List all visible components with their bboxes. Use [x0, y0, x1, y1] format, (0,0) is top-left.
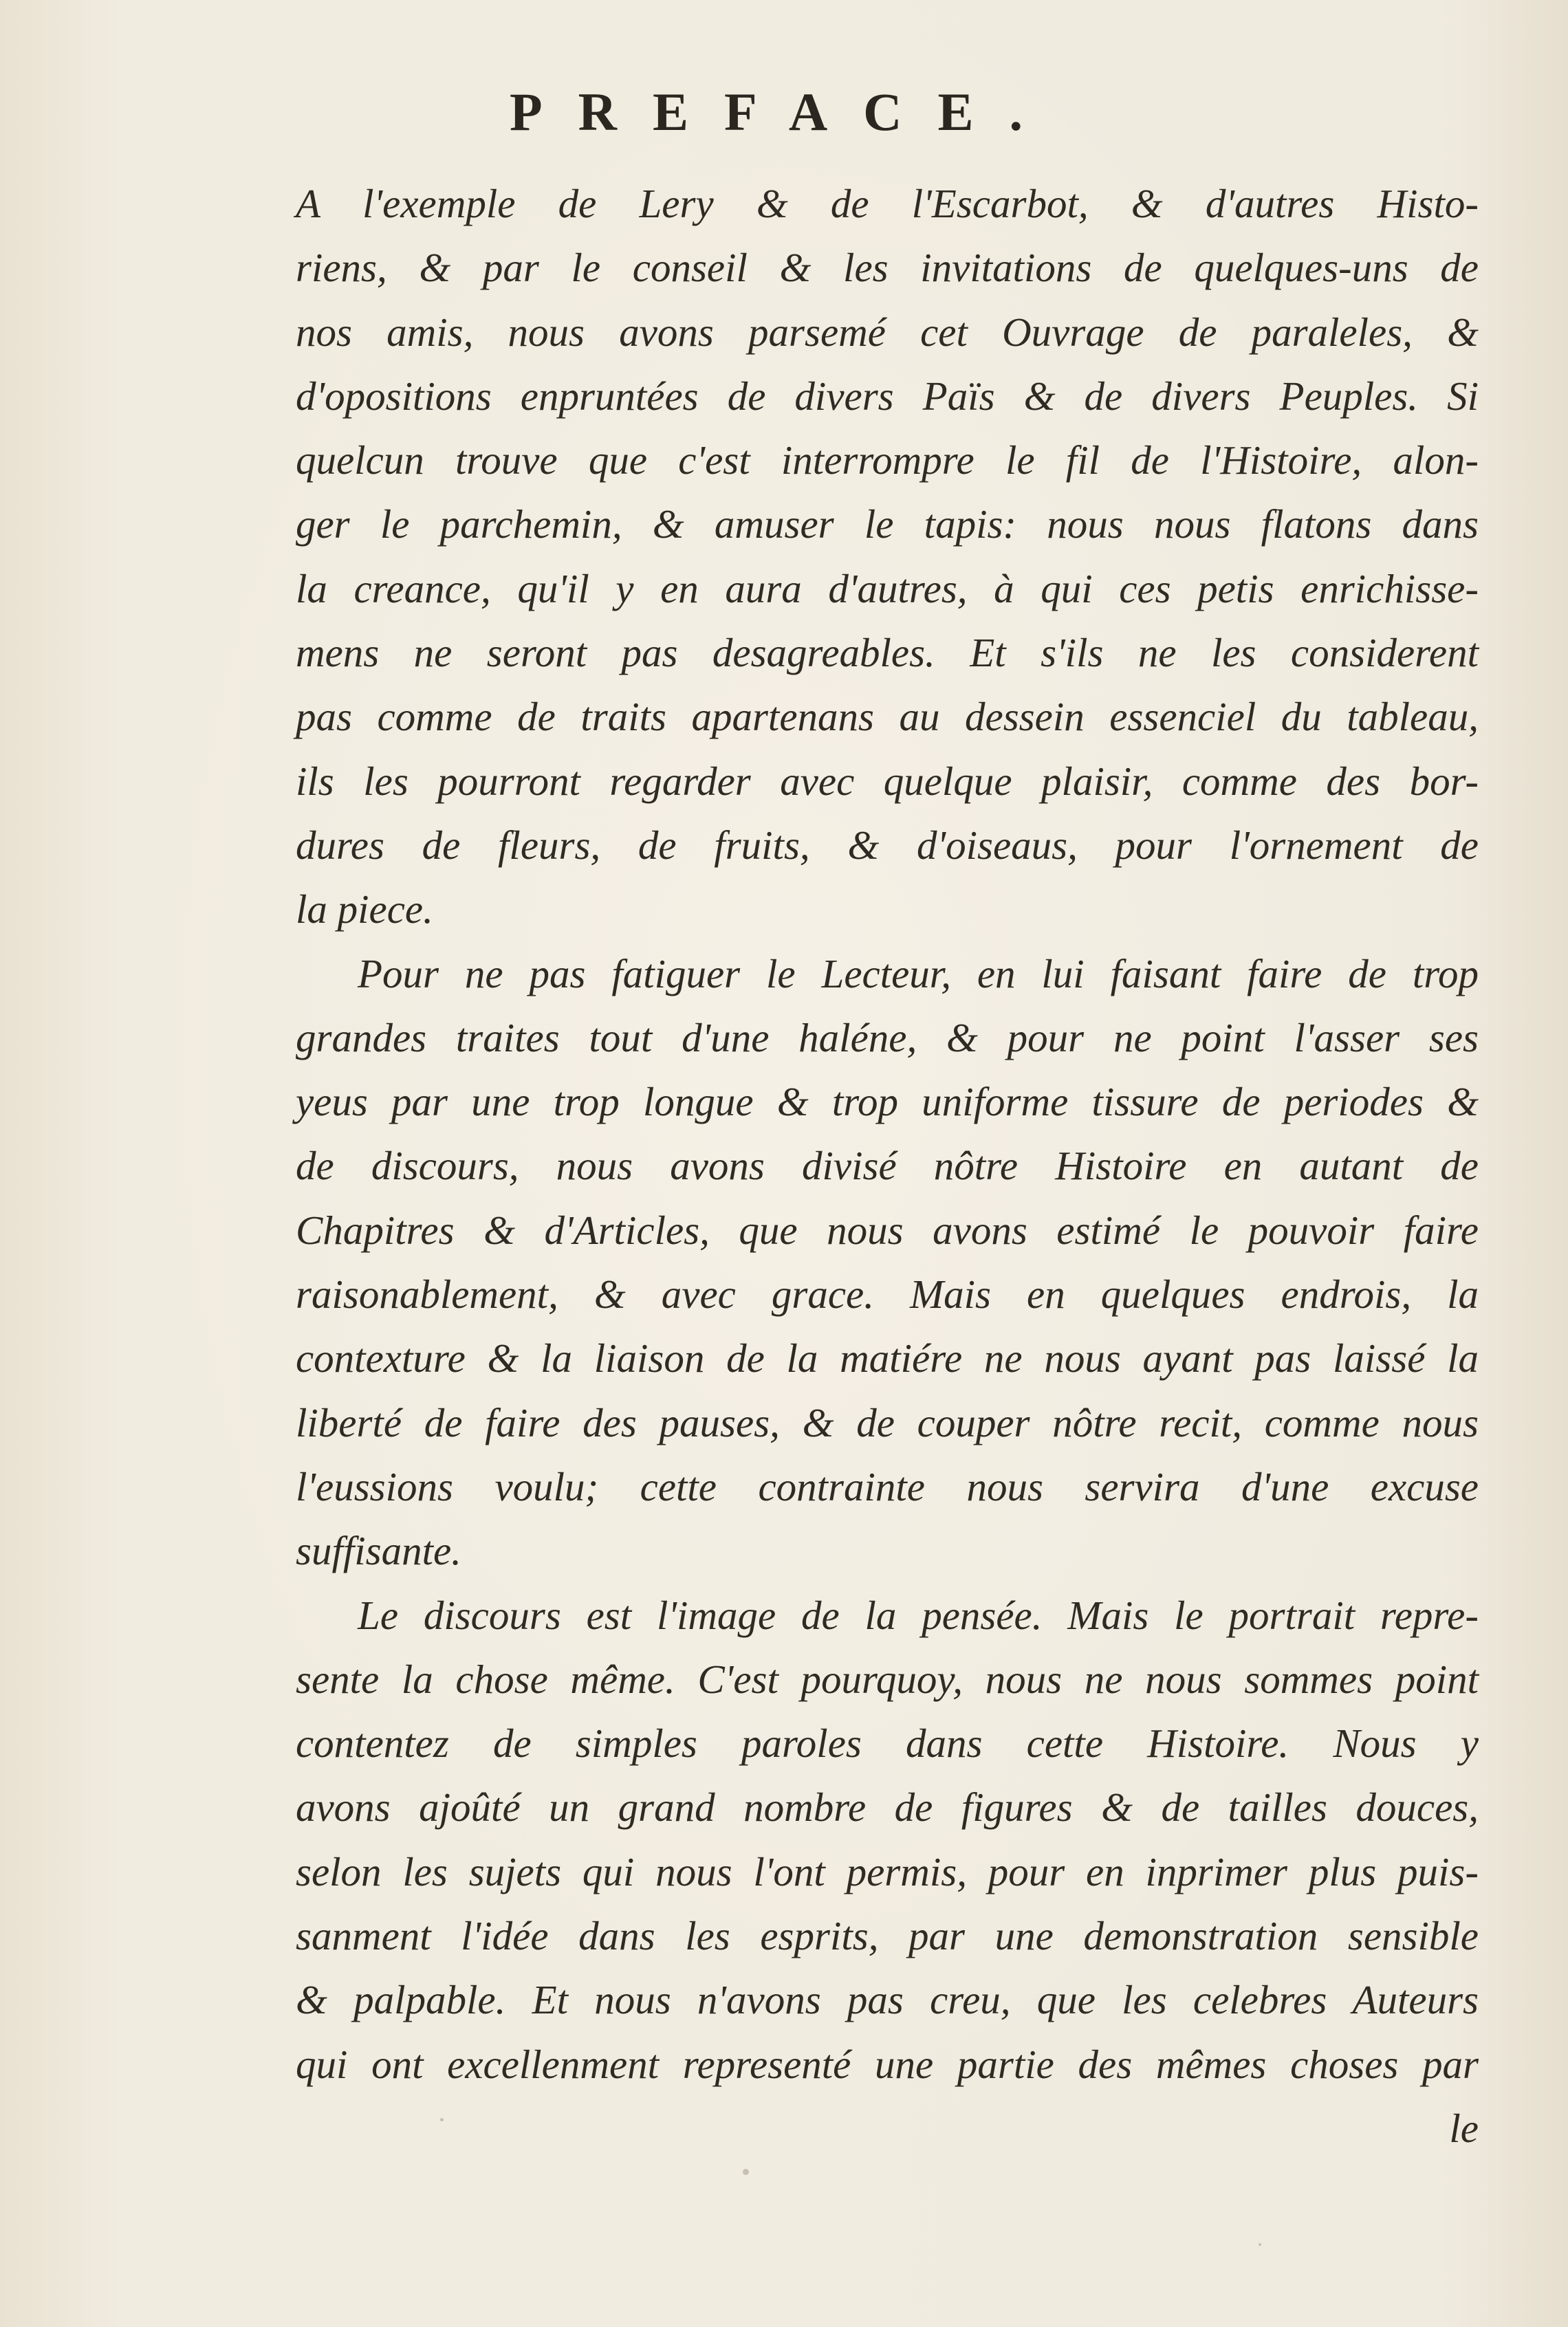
- page-header: PREFACE.: [509, 82, 1059, 142]
- ink-speck: [1259, 2243, 1261, 2246]
- text-line: suffisante.: [296, 1528, 461, 1574]
- text-line: raisonablement, & avec grace. Mais en quelques endrois, la: [296, 1271, 1479, 1318]
- text-line: dures de fleurs, de fruits, & d'oiseaus, pour l'ornement de: [296, 822, 1479, 868]
- text-line: la piece.: [296, 886, 433, 932]
- text-line: selon les sujets qui nous l'ont permis, pour en inprimer plus puis-: [296, 1848, 1479, 1894]
- text-line: d'opositions enpruntées de divers Païs & de divers Peuples. Si: [296, 373, 1479, 419]
- text-line: & palpable. Et nous n'avons pas creu, que les celebres Auteurs: [296, 1977, 1479, 2023]
- text-line: liberté de faire des pauses, & de couper nôtre recit, comme nous: [296, 1399, 1479, 1445]
- text-line: grandes traites tout d'une haléne, & pour ne point l'asser ses: [296, 1014, 1479, 1060]
- text-line: qui ont excellenment representé une partie des mêmes choses par: [296, 2041, 1479, 2087]
- catchword: le: [1449, 2105, 1479, 2151]
- text-line: nos amis, nous avons parsemé cet Ouvrage de paraleles, &: [296, 309, 1479, 355]
- text-line: avons ajoûté un grand nombre de figures & de tailles douces,: [296, 1784, 1479, 1831]
- text-line: contexture & la liaison de la matiére ne nous ayant pas laissé la: [296, 1335, 1479, 1381]
- text-line: la creance, qu'il y en aura d'autres, à qui ces petis enrichisse-: [296, 565, 1479, 611]
- preface-text: [296, 172, 1479, 2161]
- text-line: sanment l'idée dans les esprits, par une demonstration sensible: [296, 1913, 1479, 1959]
- text-line: A l'exemple de Lery & de l'Escarbot, & d'autres Histo-: [296, 181, 1479, 226]
- text-line: yeus par une trop longue & trop uniforme tissure de periodes &: [296, 1079, 1479, 1125]
- ink-speck: [743, 2169, 749, 2175]
- text-line: Le discours est l'image de la pensée. Mais le portrait repre-: [358, 1592, 1479, 1638]
- text-line: Chapitres & d'Articles, que nous avons estimé le pouvoir faire: [296, 1207, 1479, 1253]
- text-line: l'eussions voulu; cette contrainte nous servira d'une excuse: [296, 1463, 1479, 1509]
- text-line: contentez de simples paroles dans cette Histoire. Nous y: [296, 1720, 1479, 1767]
- text-line: riens, & par le conseil & les invitations de quelques-uns de: [296, 245, 1479, 291]
- text-line: mens ne seront pas desagreables. Et s'ils ne les considerent: [296, 630, 1479, 676]
- text-line: de discours, nous avons divisé nôtre Histoire en autant de: [296, 1143, 1479, 1189]
- text-line: pas comme de traits apartenans au dessein essenciel du tableau,: [296, 694, 1479, 740]
- text-line: ils les pourront regarder avec quelque plaisir, comme des bor-: [296, 758, 1479, 804]
- text-line: ger le parchemin, & amuser le tapis: nous nous flatons dans: [296, 501, 1479, 547]
- text-line: quelcun trouve que c'est interrompre le fil de l'Histoire, alon-: [296, 437, 1479, 483]
- text-line: sente la chose même. C'est pourquoy, nous ne nous sommes point: [296, 1656, 1479, 1702]
- text-line: Pour ne pas fatiguer le Lecteur, en lui faisant faire de trop: [358, 950, 1479, 996]
